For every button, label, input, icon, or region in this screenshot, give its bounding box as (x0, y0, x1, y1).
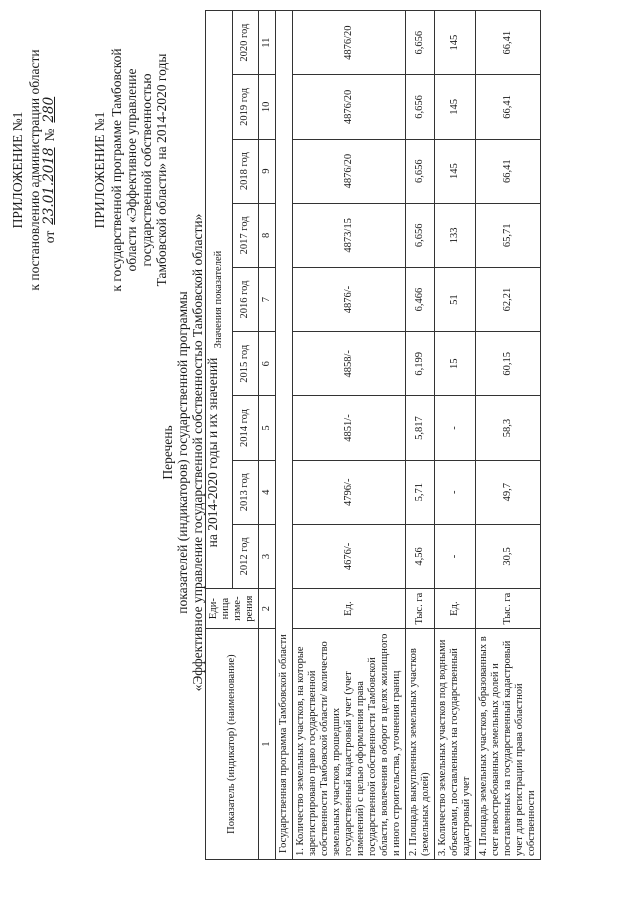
indicator-value: 4873/15 (293, 203, 406, 267)
indicator-value: 4676/- (293, 524, 406, 588)
appendix-program-heading: ПРИЛОЖЕНИЕ №1 (92, 111, 107, 229)
indicator-value: 5,817 (406, 396, 435, 460)
number-label: № (42, 128, 57, 142)
column-number: 1 (259, 629, 276, 860)
header-unit: Еди-ница изме-рения (206, 589, 259, 629)
indicator-value: 30,5 (476, 524, 541, 588)
indicator-name: 1. Количество земельных участков, на которые зарегистрировано право государственной собственности Тамбовской области/ количество земельных участков, прошедших государственный кадастровый учет (учет изменений) с целью оформления права государственной собственности Тамбовской области, вовлечения в оборот в целях жилищного и иного строительства, уточнения границ (293, 629, 406, 860)
title-line: Перечень (160, 425, 175, 480)
appendix-decree-heading: ПРИЛОЖЕНИЕ №1 (10, 111, 25, 229)
column-number: 3 (259, 524, 276, 588)
appendix-decree-date-line (42, 20, 57, 320)
handwritten-date: 23.01.2018 (41, 147, 57, 225)
appendix-program-block (92, 20, 169, 320)
year-header: 2020 год (232, 11, 259, 75)
appendix-decree-block (10, 20, 57, 320)
indicator-value: 4858/- (293, 332, 406, 396)
year-header: 2018 год (232, 139, 259, 203)
header-values: Значения показателей (206, 11, 233, 589)
header-row (206, 11, 233, 860)
indicator-value: 6,656 (406, 75, 435, 139)
indicator-name: 3. Количество земельных участков под водными объектами, поставленных на государственный кадастровый учет (435, 629, 476, 860)
table-row (406, 11, 435, 860)
indicator-value: 65,71 (476, 203, 541, 267)
appendix-program-line: государственной собственностью (139, 73, 154, 267)
indicator-value: 66,41 (476, 11, 541, 75)
indicator-value: 145 (435, 75, 476, 139)
indicator-value: 6,656 (406, 139, 435, 203)
title-line: «Эффективное управление государственной собственностью Тамбовской области» (190, 213, 205, 692)
year-header: 2015 год (232, 332, 259, 396)
indicator-value: 4,56 (406, 524, 435, 588)
indicator-value: - (435, 460, 476, 524)
appendix-decree-reference: к постановлению администрации области (27, 49, 42, 291)
indicator-value: 145 (435, 11, 476, 75)
indicator-unit: Тыс. га (406, 589, 435, 629)
indicator-unit: Ед. (293, 589, 406, 629)
table-row (476, 11, 541, 860)
column-number: 5 (259, 396, 276, 460)
indicator-value: 4796/- (293, 460, 406, 524)
year-header: 2016 год (232, 267, 259, 331)
indicator-value: 133 (435, 203, 476, 267)
year-header: 2014 год (232, 396, 259, 460)
indicator-value: 4876/20 (293, 139, 406, 203)
indicator-unit: Тыс. га (476, 589, 541, 629)
column-number: 10 (259, 75, 276, 139)
title-line: показателей (индикаторов) государственной программы (175, 291, 190, 614)
indicator-value: 58,3 (476, 396, 541, 460)
indicators-table-wrapper (205, 10, 541, 860)
indicator-value: 6,466 (406, 267, 435, 331)
table-row (293, 11, 406, 860)
indicator-value: 66,41 (476, 75, 541, 139)
year-header: 2017 год (232, 203, 259, 267)
indicator-value: - (435, 524, 476, 588)
indicator-name: 4. Площадь земельных участков, образованных в счет невостребованных земельных долей и поставленных на государственный кадастровый учет для регистрации права областной собственности (476, 629, 541, 860)
column-number: 4 (259, 460, 276, 524)
column-number: 6 (259, 332, 276, 396)
handwritten-number: 280 (41, 96, 57, 123)
table-row (435, 11, 476, 860)
indicator-value: 15 (435, 332, 476, 396)
indicator-value: - (435, 396, 476, 460)
indicator-value: 4876/- (293, 267, 406, 331)
indicator-value: 49,7 (476, 460, 541, 524)
indicator-value: 6,199 (406, 332, 435, 396)
column-number: 11 (259, 11, 276, 75)
indicator-value: 4851/- (293, 396, 406, 460)
year-header: 2013 год (232, 460, 259, 524)
indicator-value: 6,656 (406, 203, 435, 267)
indicators-table (205, 10, 541, 860)
section-title: Государственная программа Тамбовской области (276, 11, 293, 860)
indicator-value: 6,656 (406, 11, 435, 75)
column-number: 7 (259, 267, 276, 331)
from-label: от (42, 230, 57, 244)
indicator-name: 2. Площадь выкупленных земельных участков (земельных долей) (406, 629, 435, 860)
column-number: 8 (259, 203, 276, 267)
column-number: 9 (259, 139, 276, 203)
indicator-value: 66,41 (476, 139, 541, 203)
appendix-program-line: Тамбовской области» на 2014-2020 годы (154, 53, 169, 287)
indicator-value: 60,15 (476, 332, 541, 396)
year-header: 2019 год (232, 75, 259, 139)
section-row (276, 11, 293, 860)
indicator-value: 4876/20 (293, 11, 406, 75)
appendix-program-line: к государственной программе Тамбовской (109, 48, 124, 292)
indicator-unit: Ед. (435, 589, 476, 629)
header-indicator: Показатель (индикатор) (наименование) (206, 629, 259, 860)
indicator-value: 51 (435, 267, 476, 331)
indicator-value: 4876/20 (293, 75, 406, 139)
indicator-value: 145 (435, 139, 476, 203)
indicator-value: 5,71 (406, 460, 435, 524)
column-numbers-row (259, 11, 276, 860)
column-number: 2 (259, 589, 276, 629)
appendix-program-line: области «Эффективное управление (124, 68, 139, 272)
title-line: на 2014-2020 годы и их значений (205, 357, 220, 548)
year-header: 2012 год (232, 524, 259, 588)
indicator-value: 62,21 (476, 267, 541, 331)
